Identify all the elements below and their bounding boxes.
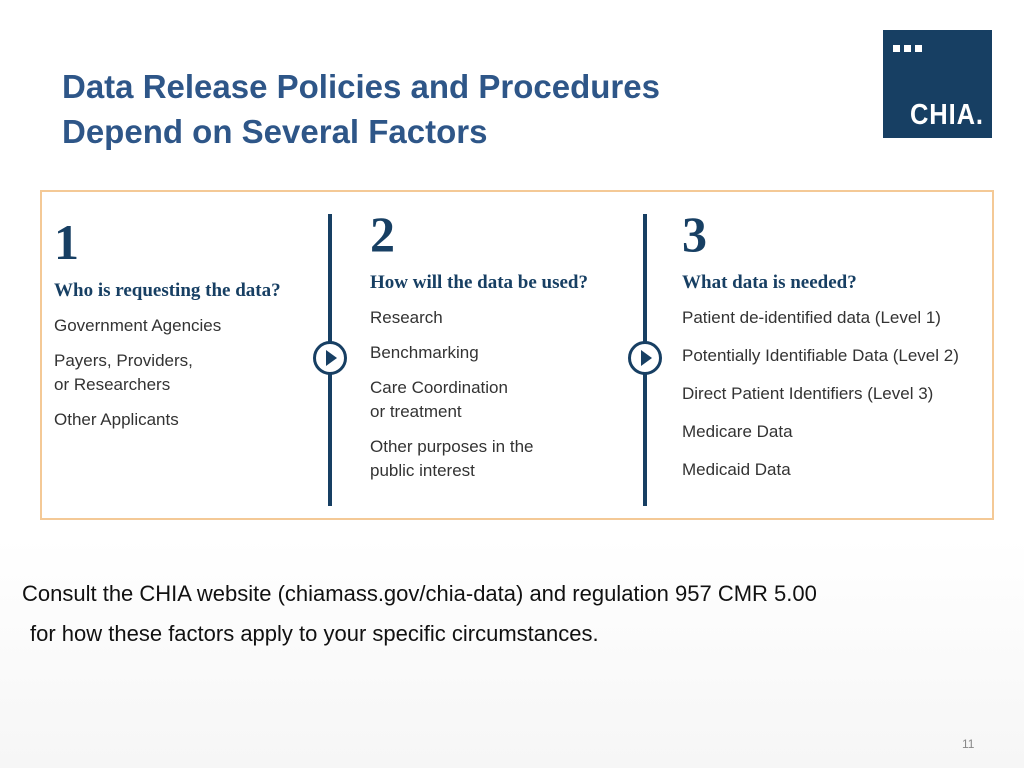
play-arrow-icon bbox=[628, 341, 662, 375]
list-item: Potentially Identifiable Data (Level 2) bbox=[682, 346, 959, 365]
logo-dots-icon bbox=[893, 39, 926, 57]
factor-column-1 bbox=[54, 214, 281, 443]
factor-question: What data is needed? bbox=[682, 272, 857, 293]
slide-title-line-2: Depend on Several Factors bbox=[62, 113, 488, 150]
list-item: Government Agencies bbox=[54, 316, 222, 335]
factor-number: 1 bbox=[54, 214, 79, 270]
consult-note bbox=[22, 574, 817, 654]
slide-title bbox=[62, 64, 660, 154]
list-item: Patient de-identified data (Level 1) bbox=[682, 308, 941, 327]
consult-note-line-1: Consult the CHIA website (chiamass.gov/chia-data) and regulation 957 CMR 5.00 bbox=[22, 581, 817, 606]
play-arrow-icon bbox=[313, 341, 347, 375]
list-item: Other purposes in the public interest bbox=[370, 437, 534, 480]
chia-logo bbox=[883, 30, 992, 138]
factor-number: 3 bbox=[682, 206, 707, 262]
list-item: Care Coordination or treatment bbox=[370, 378, 508, 421]
factor-column-2 bbox=[370, 206, 588, 494]
slide-title-line-1: Data Release Policies and Procedures bbox=[62, 68, 660, 105]
factor-question: Who is requesting the data? bbox=[54, 280, 281, 301]
list-item: Medicaid Data bbox=[682, 460, 791, 479]
list-item: Medicare Data bbox=[682, 422, 793, 441]
consult-note-line-2: for how these factors apply to your specific circumstances. bbox=[30, 621, 599, 646]
factor-number: 2 bbox=[370, 206, 395, 262]
factor-question: How will the data be used? bbox=[370, 272, 588, 293]
logo-wordmark: CHIA. bbox=[910, 99, 984, 131]
list-item: Benchmarking bbox=[370, 343, 479, 362]
list-item: Other Applicants bbox=[54, 410, 179, 429]
factor-column-3 bbox=[682, 206, 959, 493]
list-item: Research bbox=[370, 308, 443, 327]
page-number: 11 bbox=[962, 737, 975, 751]
list-item: Direct Patient Identifiers (Level 3) bbox=[682, 384, 934, 403]
list-item: Payers, Providers, or Researchers bbox=[54, 351, 193, 394]
factors-panel bbox=[40, 190, 994, 520]
